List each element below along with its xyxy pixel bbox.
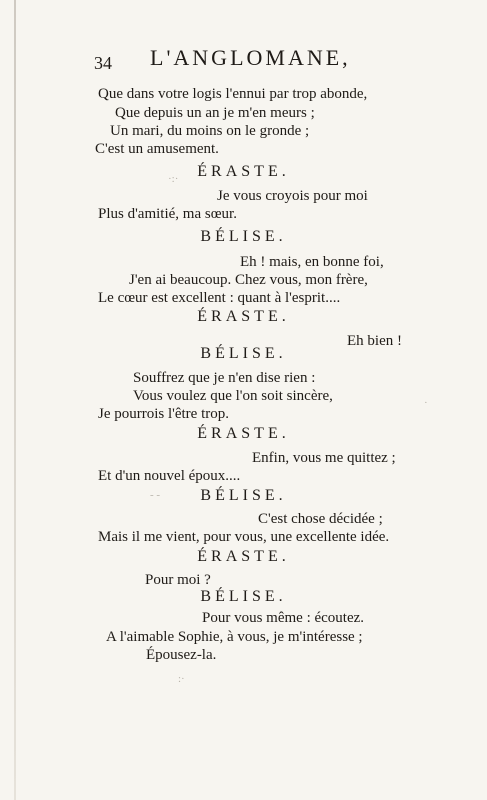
verse-line: Je pourrois l'être trop. — [98, 406, 230, 422]
verse-line: Et d'un nouvel époux.... — [98, 468, 241, 484]
speaker-name: BÉLISE. — [200, 228, 287, 245]
verse-line: Enfin, vous me quittez ; — [252, 450, 396, 466]
verse-line: Pour moi ? — [145, 572, 211, 588]
verse-line: Eh bien ! — [347, 333, 402, 349]
verse-line: C'est un amusement. — [95, 141, 219, 157]
speaker-name: ÉRASTE. — [197, 163, 290, 180]
speaker-name: ÉRASTE. — [197, 548, 290, 565]
verse-line: Eh ! mais, en bonne foi, — [240, 254, 384, 270]
page-binding-edge — [14, 0, 16, 800]
verse-line: Le cœur est excellent : quant à l'esprit.... — [98, 290, 341, 306]
verse-line: Souffrez que je n'en dise rien : — [133, 370, 316, 386]
verse-line: Je vous croyois pour moi — [217, 188, 368, 204]
verse-line: Que depuis un an je m'en meurs ; — [115, 105, 315, 121]
ink-speck: - - — [150, 489, 161, 501]
verse-line: Pour vous même : écoutez. — [202, 610, 365, 626]
verse-line: Vous voulez que l'on soit sincère, — [133, 388, 333, 404]
verse-line: Que dans votre logis l'ennui par trop abonde, — [98, 86, 368, 102]
speaker-name: ÉRASTE. — [197, 308, 290, 325]
verse-line: A l'aimable Sophie, à vous, je m'intéresse ; — [106, 629, 363, 645]
speaker-name: BÉLISE. — [200, 345, 287, 362]
verse-line: C'est chose décidée ; — [258, 511, 383, 527]
verse-line: Mais il me vient, pour vous, une excellente idée. — [98, 529, 390, 545]
ink-speck: · — [424, 397, 428, 409]
page-number: 34 — [94, 53, 112, 73]
ink-speck: ·:· — [168, 173, 179, 185]
verse-line: J'en ai beaucoup. Chez vous, mon frère, — [129, 272, 368, 288]
verse-line: Plus d'amitié, ma sœur. — [98, 206, 237, 222]
verse-line: Épousez-la. — [146, 647, 217, 663]
speaker-name: BÉLISE. — [200, 588, 287, 605]
ink-speck: :· — [178, 673, 185, 685]
speaker-name: ÉRASTE. — [197, 425, 290, 442]
running-title: L'ANGLOMANE, — [150, 45, 351, 70]
speaker-name: BÉLISE. — [200, 487, 287, 504]
verse-line: Un mari, du moins on le gronde ; — [110, 123, 310, 139]
